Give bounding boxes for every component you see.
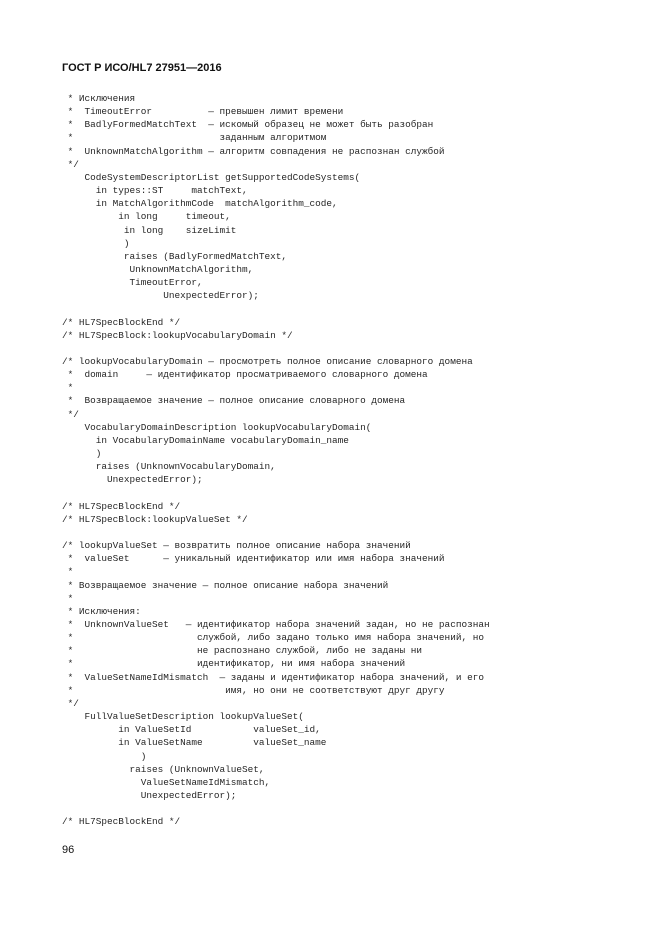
code-line: in types::ST matchText, [62, 185, 248, 197]
code-line: * Возвращаемое значение — полное описание набора значений [62, 579, 389, 591]
page-number: 96 [62, 844, 75, 856]
code-line: raises (UnknownValueSet, [62, 763, 265, 775]
code-line: VocabularyDomainDescription lookupVocabularyDomain( [62, 421, 372, 433]
code-line: raises (BadlyFormedMatchText, [62, 250, 288, 262]
code-line: * ValueSetNameIdMismatch — заданы и идентификатор набора значений, и его [62, 671, 484, 683]
code-line: /* HL7SpecBlockEnd */ [62, 316, 181, 328]
code-line: raises (UnknownVocabularyDomain, [62, 461, 276, 473]
code-line: UnexpectedError); [62, 290, 259, 302]
code-line: /* HL7SpecBlock:lookupValueSet */ [62, 513, 248, 525]
code-line: * службой, либо задано только имя набора значений, но [62, 632, 484, 644]
code-line: * UnknownMatchAlgorithm — алгоритм совпадения не распознан службой [62, 145, 445, 157]
code-line: CodeSystemDescriptorList getSupportedCodeSystems( [62, 171, 361, 183]
code-line: * имя, но они не соответствуют друг другу [62, 684, 445, 696]
code-line: */ [62, 408, 79, 420]
code-line: * valueSet — уникальный идентификатор или имя набора значений [62, 553, 445, 565]
code-line: * Исключения [62, 93, 136, 104]
code-line: UnexpectedError); [62, 789, 237, 801]
code-line: * TimeoutError — превышен лимит времени [62, 106, 344, 118]
code-line: * domain — идентификатор просматриваемого словарного домена [62, 369, 428, 381]
standard-header: ГОСТ Р ИСО/HL7 27951—2016 [62, 62, 222, 74]
code-line: */ [62, 158, 79, 170]
code-line: * заданным алгоритмом [62, 132, 327, 144]
code-line: TimeoutError, [62, 277, 203, 289]
code-line: UnexpectedError); [62, 474, 203, 486]
code-line: in long sizeLimit [62, 224, 237, 236]
code-line: * BadlyFormedMatchText — искомый образец не может быть разобран [62, 119, 434, 131]
code-line: * [62, 566, 74, 578]
code-line: /* lookupVocabularyDomain — просмотреть полное описание словарного домена [62, 356, 473, 367]
code-line: ) [62, 750, 147, 762]
code-line: in ValueSetName valueSet_name [62, 737, 327, 749]
code-line: UnknownMatchAlgorithm, [62, 263, 254, 275]
code-line: ValueSetNameIdMismatch, [62, 776, 271, 788]
code-line: in ValueSetId valueSet_id, [62, 724, 321, 736]
code-line: */ [62, 697, 79, 709]
code-line: ) [62, 237, 130, 249]
code-line: * Исключения: [62, 605, 141, 617]
code-line: in MatchAlgorithmCode matchAlgorithm_code, [62, 198, 338, 210]
code-line: * идентификатор, ни имя набора значений [62, 658, 406, 670]
code-line: ) [62, 448, 102, 460]
code-line: /* HL7SpecBlockEnd */ [62, 816, 181, 828]
code-line: * [62, 592, 74, 604]
code-line: in VocabularyDomainName vocabularyDomain_name [62, 434, 349, 446]
code-line: FullValueSetDescription lookupValueSet( [62, 711, 304, 723]
code-line: * UnknownValueSet — идентификатор набора значений задан, но не распознан [62, 619, 490, 630]
code-line: * не распознано службой, либо не заданы ни [62, 645, 423, 657]
code-line: * [62, 382, 74, 394]
code-line: /* HL7SpecBlock:lookupVocabularyDomain */ [62, 329, 293, 341]
code-line: * Возвращаемое значение — полное описание словарного домена [62, 395, 406, 407]
code-line: /* HL7SpecBlockEnd */ [62, 500, 181, 512]
code-line: /* lookupValueSet — возвратить полное описание набора значений [62, 540, 411, 552]
code-line: in long timeout, [62, 211, 231, 223]
